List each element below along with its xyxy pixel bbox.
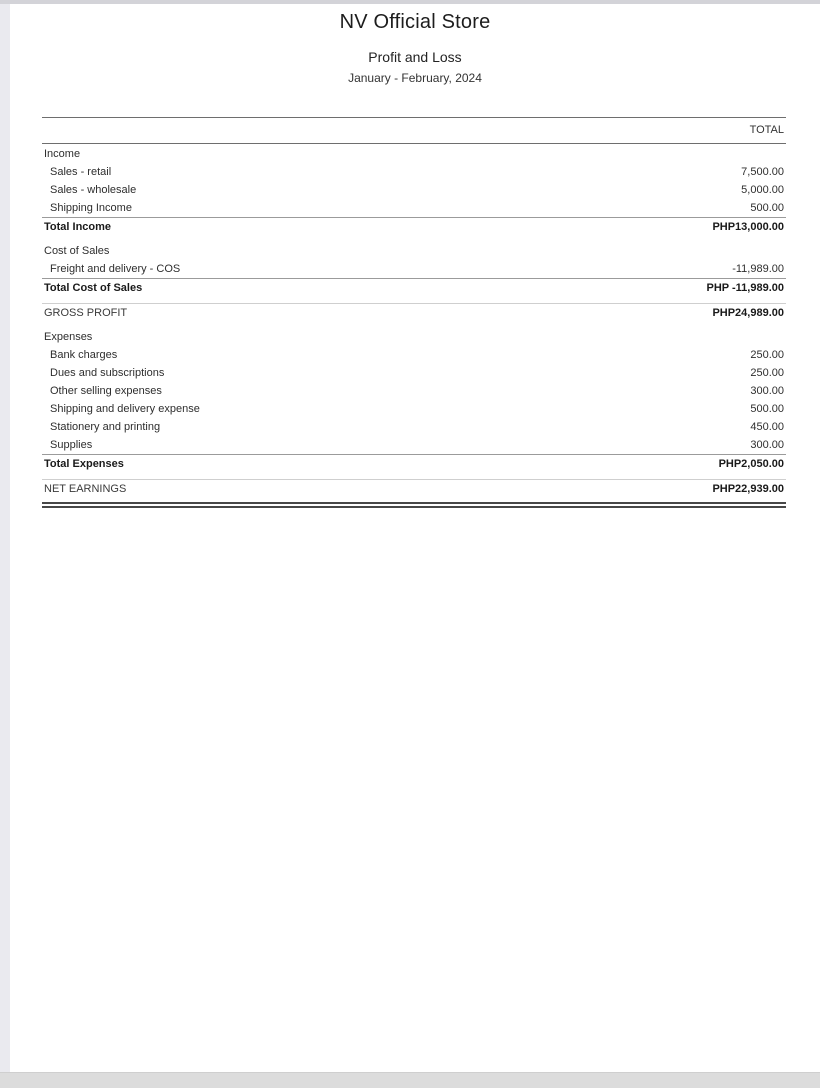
total-label: Total Expenses [44, 458, 124, 470]
summary-label: GROSS PROFIT [44, 307, 128, 319]
closing-double-rule [42, 502, 786, 508]
section-expenses [42, 328, 786, 474]
section-cost-of-sales [42, 242, 786, 298]
summary-value: PHP24,989.00 [712, 307, 784, 319]
row-label: Sales - wholesale [50, 184, 137, 196]
row-value: 250.00 [750, 349, 784, 361]
total-expenses-row [42, 454, 786, 474]
row-value: -11,989.00 [732, 263, 784, 275]
table-row [42, 346, 786, 364]
summary-label: NET EARNINGS [44, 483, 127, 495]
table-row [42, 436, 786, 454]
column-header-total: TOTAL [42, 117, 786, 144]
row-value: 5,000.00 [741, 184, 784, 196]
section-income [42, 145, 786, 237]
row-label: Supplies [50, 439, 93, 451]
profit-loss-table [42, 117, 786, 508]
table-row [42, 382, 786, 400]
table-row [42, 199, 786, 217]
row-label: Freight and delivery - COS [50, 263, 181, 275]
row-label: Stationery and printing [50, 421, 161, 433]
report-page [10, 4, 820, 1073]
gross-profit-row [42, 303, 786, 323]
total-value: PHP -11,989.00 [706, 282, 784, 294]
table-row [42, 400, 786, 418]
report-header [10, 4, 820, 86]
table-row [42, 260, 786, 278]
row-label: Shipping Income [50, 202, 132, 214]
total-value: PHP2,050.00 [718, 458, 784, 470]
row-value: 500.00 [750, 202, 784, 214]
table-row [42, 364, 786, 382]
row-label: Bank charges [50, 349, 118, 361]
row-value: 250.00 [750, 367, 784, 379]
report-title: Profit and Loss [368, 49, 462, 65]
table-row [42, 418, 786, 436]
total-value: PHP13,000.00 [712, 221, 784, 233]
screen-left-edge [0, 4, 10, 1073]
table-row [42, 181, 786, 199]
total-income-row [42, 217, 786, 237]
section-heading-cost-of-sales: Cost of Sales [44, 245, 110, 257]
row-value: 500.00 [750, 403, 784, 415]
row-value: 300.00 [750, 385, 784, 397]
total-cost-of-sales-row [42, 278, 786, 298]
row-label: Shipping and delivery expense [50, 403, 200, 415]
section-heading-income: Income [44, 148, 81, 160]
summary-value: PHP22,939.00 [712, 483, 784, 495]
row-label: Other selling expenses [50, 385, 162, 397]
row-value: 300.00 [750, 439, 784, 451]
row-label: Sales - retail [50, 166, 112, 178]
row-value: 7,500.00 [741, 166, 784, 178]
screen-bottom-edge [0, 1072, 820, 1088]
total-label: Total Income [44, 221, 112, 233]
row-label: Dues and subscriptions [50, 367, 165, 379]
report-period: January - February, 2024 [348, 71, 482, 85]
company-name: NV Official Store [339, 11, 491, 33]
table-row [42, 163, 786, 181]
total-label: Total Cost of Sales [44, 282, 143, 294]
section-heading-expenses: Expenses [44, 331, 93, 343]
net-earnings-row [42, 479, 786, 499]
row-value: 450.00 [750, 421, 784, 433]
